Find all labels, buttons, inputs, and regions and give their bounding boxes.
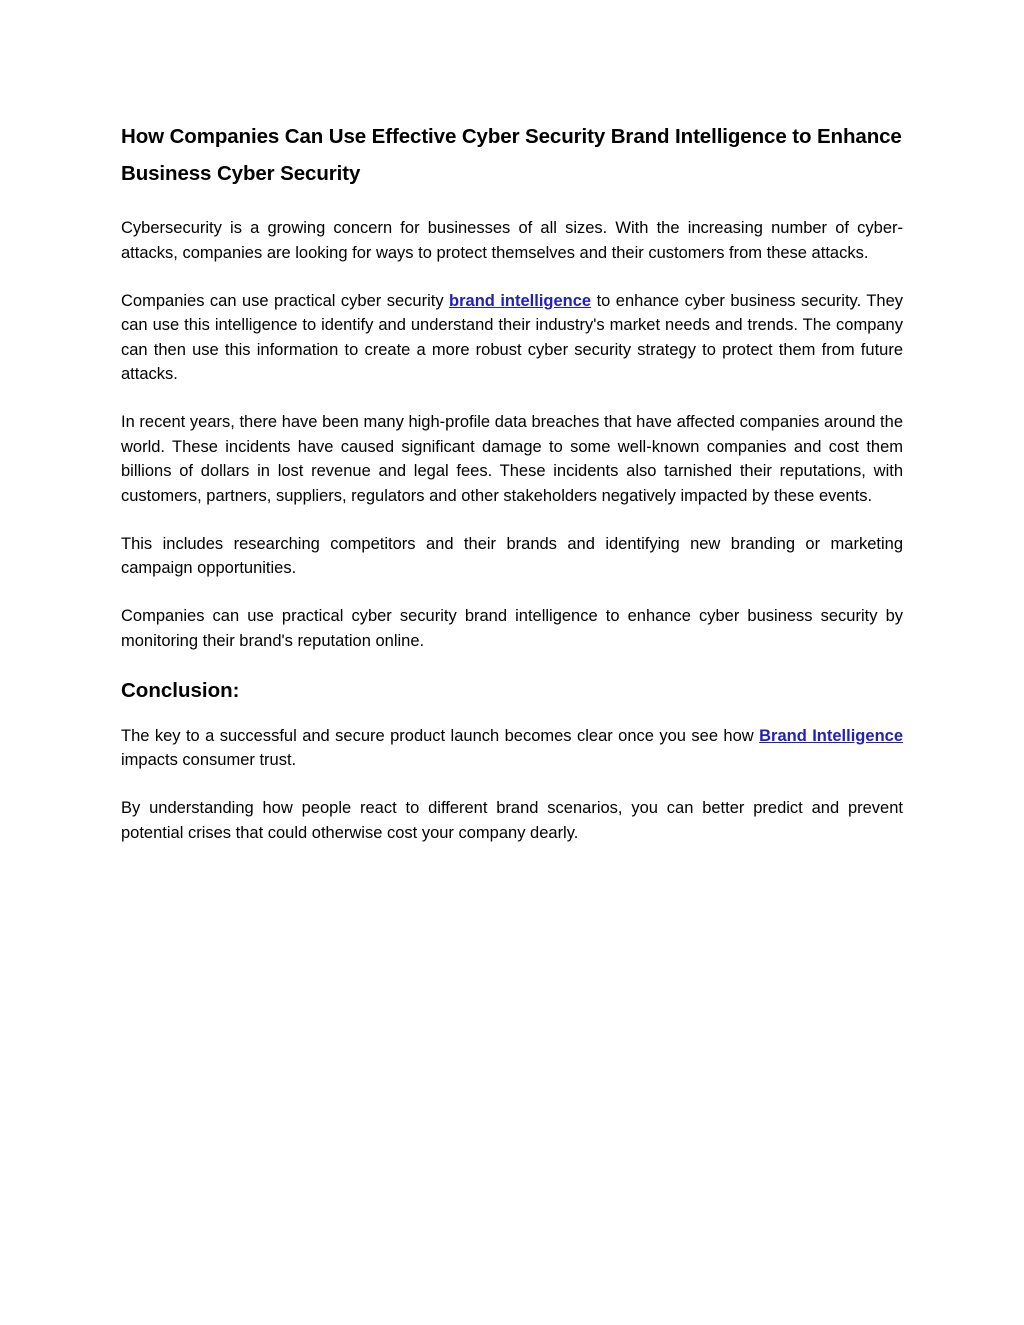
brand-intelligence-link[interactable]: brand intelligence: [449, 291, 592, 310]
paragraph-text: The key to a successful and secure product launch becomes clear once you see how: [121, 726, 760, 745]
paragraph-brand-intelligence: [121, 289, 903, 387]
paragraph-conclusion-launch: [121, 724, 903, 773]
conclusion-heading: Conclusion:: [121, 678, 240, 702]
paragraph-intro: Cybersecurity is a growing concern for businesses of all sizes. With the increasing number of cyber-attacks, companies are looking for ways to protect themselves and their customers from these attacks.: [121, 219, 903, 262]
paragraph-conclusion-crises: By understanding how people react to different brand scenarios, you can better predict and prevent potential crises that could otherwise cost your company dearly.: [121, 799, 903, 842]
document-title: How Companies Can Use Effective Cyber Security Brand Intelligence to Enhance Business Cyber Security: [121, 125, 902, 185]
brand-intelligence-conclusion-link[interactable]: Brand Intelligence: [759, 726, 903, 745]
paragraph-competitors: This includes researching competitors and their brands and identifying new branding or marketing campaign opportunities.: [121, 534, 903, 577]
paragraph-data-breaches: In recent years, there have been many high-profile data breaches that have affected companies around the world. These incidents have caused significant damage to some well-known companies and cost them billions of dollars in lost revenue and legal fees. These incidents also tarnished their reputations, with customers, partners, suppliers, regulators and other stakeholders negatively impacted by these events.: [121, 413, 903, 505]
paragraph-text: to enhance cyber business security. They can use this intelligence to identify and understand their industry's market needs and trends. The company can then use this information to create a more robust cyber security strategy to protect them from future attacks.: [121, 291, 903, 383]
paragraph-text: impacts consumer trust.: [121, 751, 297, 769]
paragraph-reputation: Companies can use practical cyber security brand intelligence to enhance cyber business security by monitoring their brand's reputation online.: [121, 607, 903, 650]
document-page: [121, 118, 903, 869]
paragraph-text: Companies can use practical cyber security: [121, 291, 450, 310]
